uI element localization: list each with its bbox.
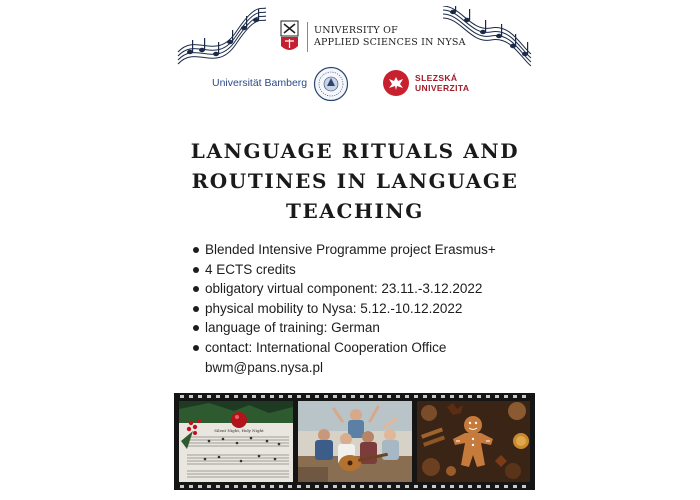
photo-group-singing: [298, 401, 412, 482]
bamberg-university-logo: Universität Bamberg: [212, 77, 308, 89]
list-item: [191, 240, 531, 260]
list-item-continuation: [191, 358, 531, 378]
bullet-icon: [193, 286, 199, 292]
programme-details-list: [191, 240, 531, 377]
university-seal-icon: [313, 66, 349, 102]
list-item: [191, 279, 531, 299]
bullet-text: contact: International Cooperation Office: [205, 339, 447, 355]
bullet-icon: [193, 247, 199, 253]
slezska-university-name: [415, 73, 469, 93]
slezska-name-line1: SLEZSKÁ: [415, 73, 458, 83]
sheet-music-title: Silent Night, Holy Night: [214, 428, 264, 433]
bullet-text: language of training: German: [205, 320, 380, 336]
nysa-university-name: [314, 25, 466, 49]
poster-title: [150, 136, 560, 226]
list-item: [191, 260, 531, 280]
bullet-text: obligatory virtual component: 23.11.-3.12.2022: [205, 281, 483, 297]
list-item: [191, 338, 531, 358]
title-line1: LANGUAGE RITUALS AND: [190, 139, 520, 163]
bullet-text: 4 ECTS credits: [205, 261, 296, 277]
film-perforation-top: [180, 395, 529, 398]
slezska-eagle-icon: [383, 70, 409, 96]
bullet-text: Blended Intensive Programme project Erasmus+: [205, 242, 496, 257]
title-line2: ROUTINES IN LANGUAGE: [191, 169, 519, 193]
nysa-university-logo: [280, 20, 466, 54]
nysa-name-line1: UNIVERSITY OF: [314, 25, 398, 36]
slezska-university-logo: [383, 70, 469, 96]
list-item: [191, 318, 531, 338]
title-line3: TEACHING: [286, 199, 424, 223]
photo-gingerbread-spices: [417, 401, 530, 482]
slezska-name-line2: UNIVERZITA: [415, 83, 470, 93]
list-item: [191, 299, 531, 319]
contact-email[interactable]: bwm@pans.nysa.pl: [205, 359, 324, 375]
nysa-shield-icon: [280, 20, 299, 54]
film-perforation-bottom: [180, 485, 529, 488]
bullet-text: physical mobility to Nysa: 5.12.-10.12.2022: [205, 300, 463, 316]
bullet-icon: [193, 325, 199, 331]
bullet-icon: [193, 267, 199, 273]
photo-film-strip: [174, 393, 535, 490]
logo-divider: [307, 22, 308, 52]
music-staff-left-icon: [176, 6, 268, 68]
nysa-name-line2: APPLIED SCIENCES IN NYSA: [314, 37, 466, 48]
photo-christmas-sheet-music: [179, 401, 293, 482]
bullet-icon: [193, 345, 199, 351]
bullet-icon: [193, 306, 199, 312]
